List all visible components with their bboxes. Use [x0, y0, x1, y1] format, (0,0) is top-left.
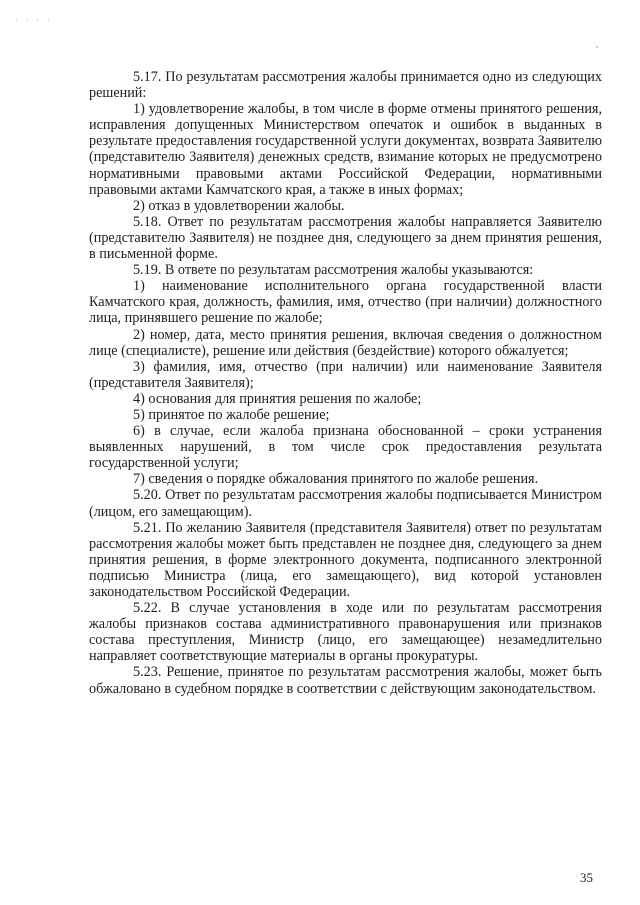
paragraph-5-19-item-7: 7) сведения о порядке обжалования принятого по жалобе решения. [133, 471, 539, 488]
paragraph-5-17: 5.17. По результатам рассмотрения жалобы принимается одно из следующих решений: [89, 69, 602, 102]
document-body [89, 69, 602, 697]
paragraph-5-19-item-5: 5) принятое по жалобе решение; [133, 406, 330, 423]
paragraph-5-19-item-6: 6) в случае, если жалоба признана обоснованной – сроки устранения выявленных нарушений, в том числе срок предоставления результата государственной услуги; [89, 423, 602, 472]
paragraph-5-20: 5.20. Ответ по результатам рассмотрения жалобы подписывается Министром (лицом, его замещающим). [89, 487, 602, 520]
paragraph-5-19: 5.19. В ответе по результатам рассмотрения жалобы указываются: [133, 262, 534, 279]
paragraph-5-17-item-1: 1) удовлетворение жалобы, в том числе в форме отмены принятого решения, исправления допущенных Министерством опечаток и ошибок в выданных в результате предоставления государственной услуги документах, возврата Заявителю (представителю Заявителя) денежных средств, взимание которых не предусмотрено нормативными правовыми актами Российской Федерации, нормативными правовыми актами Камчатского края, а также в иных формах; [89, 101, 602, 198]
paragraph-5-18: 5.18. Ответ по результатам рассмотрения жалобы направляется Заявителю (представителю Заявителя) не позднее дня, следующего за днем принятия решения, в письменной форме. [89, 213, 602, 263]
paragraph-5-19-item-1: 1) наименование исполнительного органа государственной власти Камчатского края, должность, фамилия, имя, отчество (при наличии) должностного лица, принявшего решение по жалобе; [89, 278, 602, 327]
paragraph-5-17-item-2: 2) отказ в удовлетворении жалобы. [133, 197, 345, 214]
paragraph-5-23: 5.23. Решение, принятое по результатам рассмотрения жалобы, может быть обжаловано в судебном порядке в соответствии с действующим законодательством. [89, 664, 602, 697]
paragraph-5-21: 5.21. По желанию Заявителя (представителя Заявителя) ответ по результатам рассмотрения жалобы может быть представлен не позднее дня, следующего за днем принятия решения, в форме электронного документа, подписанного электронной подписью Министра (лица, его замещающего), вид которой установлен законодательством Российской Федерации. [89, 519, 602, 600]
paragraph-5-22: 5.22. В случае установления в ходе или по результатам рассмотрения жалобы признаков состава административного правонарушения или признаков состава преступления, Министр (лицо, его замещающее) незамедлительно направляет соответствующие материалы в органы прокуратуры. [89, 600, 602, 665]
paragraph-5-19-item-3: 3) фамилия, имя, отчество (при наличии) или наименование Заявителя (представителя Заявителя); [89, 358, 602, 391]
scan-artifact-dot [596, 46, 598, 48]
scan-artifact: · · · · [15, 16, 53, 25]
page-number: 35 [580, 870, 593, 885]
paragraph-5-19-item-2: 2) номер, дата, место принятия решения, включая сведения о должностном лице (специалисте), решение или действия (бездействие) которого обжалуется; [89, 326, 602, 359]
paragraph-5-19-item-4: 4) основания для принятия решения по жалобе; [133, 390, 422, 407]
